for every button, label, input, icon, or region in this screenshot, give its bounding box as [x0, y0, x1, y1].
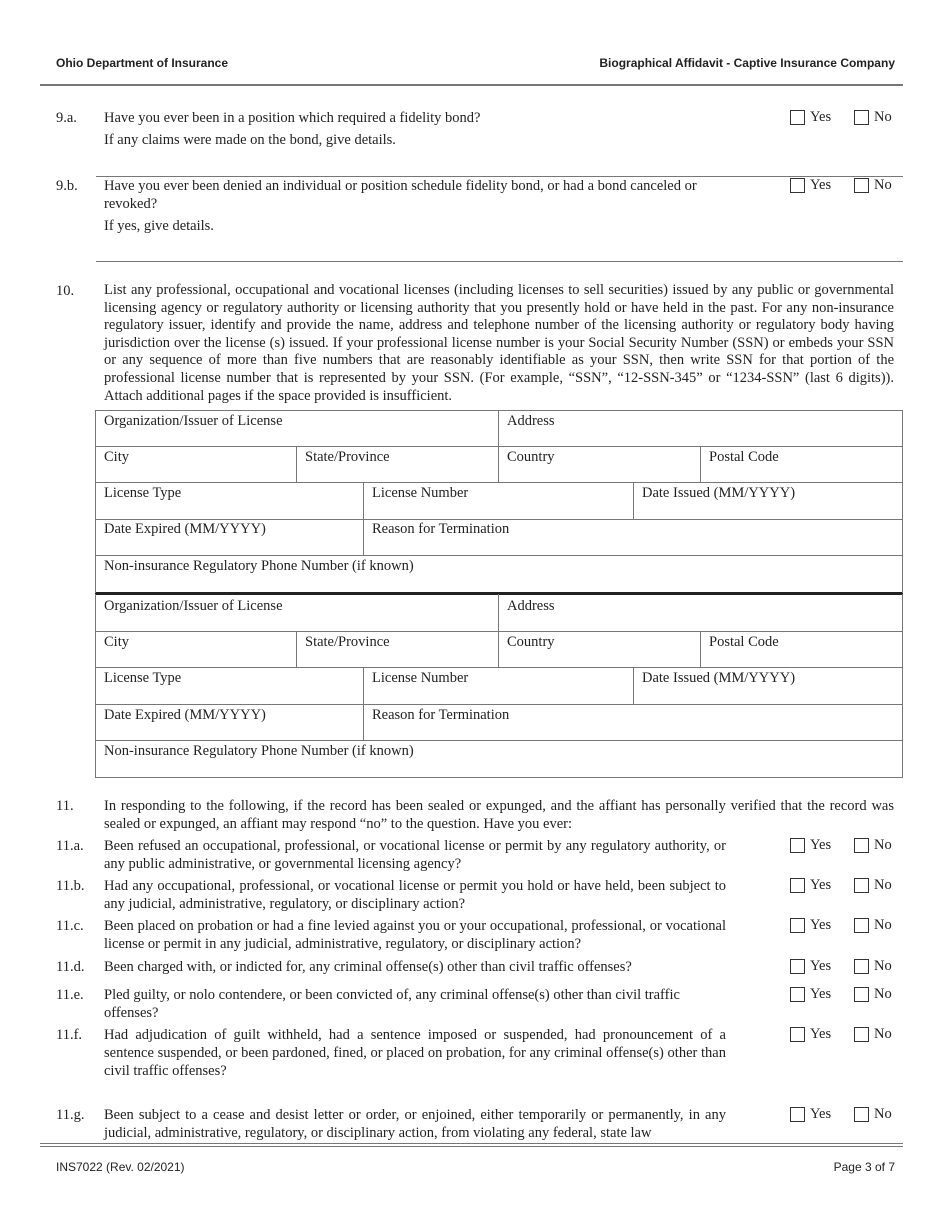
yes-label: Yes: [810, 986, 832, 1002]
q11-text: In responding to the following, if the record has been sealed or expunged, and the affiant has personally verified that the record was sealed or expunged, an affiant may respond “no” to the question. Have you ever:: [104, 798, 894, 832]
header-agency: Ohio Department of Insurance: [56, 56, 229, 70]
q9a-number: 9.a.: [56, 110, 77, 126]
field-reason-termination[interactable]: Reason for Termination: [372, 707, 510, 723]
field-reason-termination[interactable]: Reason for Termination: [372, 521, 510, 537]
q9b-yes-no: [790, 177, 902, 195]
yes-label: Yes: [810, 109, 832, 125]
field-org-issuer[interactable]: Organization/Issuer of License: [104, 413, 283, 429]
q11f-no-checkbox[interactable]: [854, 1027, 869, 1042]
header-divider: [40, 84, 903, 86]
yes-label: Yes: [810, 917, 832, 933]
footer-divider: [40, 1143, 903, 1144]
q11c-no-checkbox[interactable]: [854, 918, 869, 933]
q11e-no-checkbox[interactable]: [854, 987, 869, 1002]
q11f-number: 11.f.: [56, 1027, 83, 1043]
q11e-yes-checkbox[interactable]: [790, 987, 805, 1002]
field-org-issuer[interactable]: Organization/Issuer of License: [104, 598, 283, 614]
field-city[interactable]: City: [104, 449, 129, 465]
no-label: No: [874, 1026, 892, 1042]
field-date-expired[interactable]: Date Expired (MM/YYYY): [104, 521, 266, 537]
q11e-number: 11.e.: [56, 987, 84, 1003]
field-date-issued[interactable]: Date Issued (MM/YYYY): [642, 485, 796, 501]
q9b-answer-line: [96, 261, 903, 262]
q11f-yes-checkbox[interactable]: [790, 1027, 805, 1042]
q11b-yes-no: [790, 877, 902, 895]
q11d-text: Been charged with, or indicted for, any criminal offense(s) other than civil traffic offenses?: [104, 959, 632, 975]
q9a-no-checkbox[interactable]: [854, 110, 869, 125]
no-label: No: [874, 1106, 892, 1122]
no-label: No: [874, 177, 892, 193]
footer-form-number: INS7022 (Rev. 02/2021): [56, 1160, 185, 1174]
q9b-number: 9.b.: [56, 178, 78, 194]
q11g-yes-checkbox[interactable]: [790, 1107, 805, 1122]
field-phone[interactable]: Non-insurance Regulatory Phone Number (if known): [104, 558, 414, 574]
field-date-issued[interactable]: Date Issued (MM/YYYY): [642, 670, 796, 686]
q11d-number: 11.d.: [56, 959, 85, 975]
q11c-text: Been placed on probation or had a fine levied against you or your occupational, professional, or vocational license or permit in any judicial, administrative, regulatory, or disciplinary action?: [104, 918, 726, 952]
field-state[interactable]: State/Province: [305, 449, 390, 465]
field-license-number[interactable]: License Number: [372, 485, 469, 501]
q11c-number: 11.c.: [56, 918, 84, 934]
q11-number: 11.: [56, 798, 74, 814]
q11f-text: Had adjudication of guilt withheld, had a sentence imposed or suspended, had pronouncement of a sentence suspended, or been pardoned, fined, or placed on probation, for any criminal offense(s) other than civil traffic offenses?: [104, 1027, 726, 1079]
q11b-no-checkbox[interactable]: [854, 878, 869, 893]
no-label: No: [874, 837, 892, 853]
yes-label: Yes: [810, 958, 832, 974]
q11e-text: Pled guilty, or nolo contendere, or been convicted of, any criminal offense(s) other than civil traffic offenses?: [104, 987, 680, 1021]
no-label: No: [874, 986, 892, 1002]
q11b-number: 11.b.: [56, 878, 85, 894]
q9b-no-checkbox[interactable]: [854, 178, 869, 193]
yes-label: Yes: [810, 877, 832, 893]
field-date-expired[interactable]: Date Expired (MM/YYYY): [104, 707, 266, 723]
q11a-yes-no: [790, 837, 902, 855]
q10-number: 10.: [56, 283, 75, 299]
field-city[interactable]: City: [104, 634, 129, 650]
q11d-yes-checkbox[interactable]: [790, 959, 805, 974]
field-state[interactable]: State/Province: [305, 634, 390, 650]
q11g-yes-no: [790, 1106, 902, 1124]
field-phone[interactable]: Non-insurance Regulatory Phone Number (if known): [104, 743, 414, 759]
q9a-yes-checkbox[interactable]: [790, 110, 805, 125]
q9b-text: Have you ever been denied an individual or position schedule fidelity bond, or had a bond canceled or revoked?: [104, 178, 697, 212]
no-label: No: [874, 877, 892, 893]
q11g-number: 11.g.: [56, 1107, 85, 1123]
yes-label: Yes: [810, 837, 832, 853]
field-postal[interactable]: Postal Code: [709, 449, 779, 465]
q11d-yes-no: [790, 958, 902, 976]
field-license-number[interactable]: License Number: [372, 670, 469, 686]
field-postal[interactable]: Postal Code: [709, 634, 779, 650]
q9b-subtext: If yes, give details.: [104, 218, 214, 234]
field-address[interactable]: Address: [507, 413, 555, 429]
yes-label: Yes: [810, 1026, 832, 1042]
field-license-type[interactable]: License Type: [104, 670, 182, 686]
q11a-no-checkbox[interactable]: [854, 838, 869, 853]
field-country[interactable]: Country: [507, 634, 555, 650]
q9b-yes-checkbox[interactable]: [790, 178, 805, 193]
q11b-yes-checkbox[interactable]: [790, 878, 805, 893]
q10-text: List any professional, occupational and vocational licenses (including licenses to sell securities) issued by any public or governmental licensing agency or regulatory authority or licensing authority that you presently hold or have held in the past. For any non-insurance regulatory issuer, identify and provide the name, address and telephone number of the licensing authority or regulatory body having jurisdiction over the license (s) issued. If your professional license number is your Social Security Number (SSN) or embeds your SSN or any sequence of more than five numbers that are reasonably identifiable as your SSN, then write SSN for that portion of the professional license number that is represented by your SSN. (For example, “SSN”, “12-SSN-345” or “1234-SSN” (last 6 digits)). Attach additional pages if the space provided is insufficient.: [104, 282, 894, 404]
q11c-yes-checkbox[interactable]: [790, 918, 805, 933]
header-form-title: Biographical Affidavit - Captive Insurance Company: [599, 56, 895, 70]
footer-page-number: Page 3 of 7: [833, 1160, 895, 1174]
q11g-text: Been subject to a cease and desist letter or order, or enjoined, either temporarily or permanently, in any judicial, administrative, regulatory, or disciplinary action, from violating any federal, state law: [104, 1107, 726, 1141]
q9a-yes-no: [790, 109, 902, 127]
yes-label: Yes: [810, 177, 832, 193]
q11e-yes-no: [790, 986, 902, 1004]
q11c-yes-no: [790, 917, 902, 935]
q11a-text: Been refused an occupational, professional, or vocational license or permit by any regulatory authority, or any public administrative, or governmental licensing agency?: [104, 838, 726, 872]
no-label: No: [874, 958, 892, 974]
q11a-number: 11.a.: [56, 838, 84, 854]
q9a-text: Have you ever been in a position which required a fidelity bond?: [104, 110, 481, 126]
no-label: No: [874, 917, 892, 933]
field-country[interactable]: Country: [507, 449, 555, 465]
q9a-subtext: If any claims were made on the bond, give details.: [104, 132, 396, 148]
field-address[interactable]: Address: [507, 598, 555, 614]
yes-label: Yes: [810, 1106, 832, 1122]
q11d-no-checkbox[interactable]: [854, 959, 869, 974]
no-label: No: [874, 109, 892, 125]
field-license-type[interactable]: License Type: [104, 485, 182, 501]
q11b-text: Had any occupational, professional, or vocational license or permit you hold or have held, been subject to any judicial, administrative, regulatory, or disciplinary action?: [104, 878, 726, 912]
q11a-yes-checkbox[interactable]: [790, 838, 805, 853]
q11g-no-checkbox[interactable]: [854, 1107, 869, 1122]
q11f-yes-no: [790, 1026, 902, 1044]
